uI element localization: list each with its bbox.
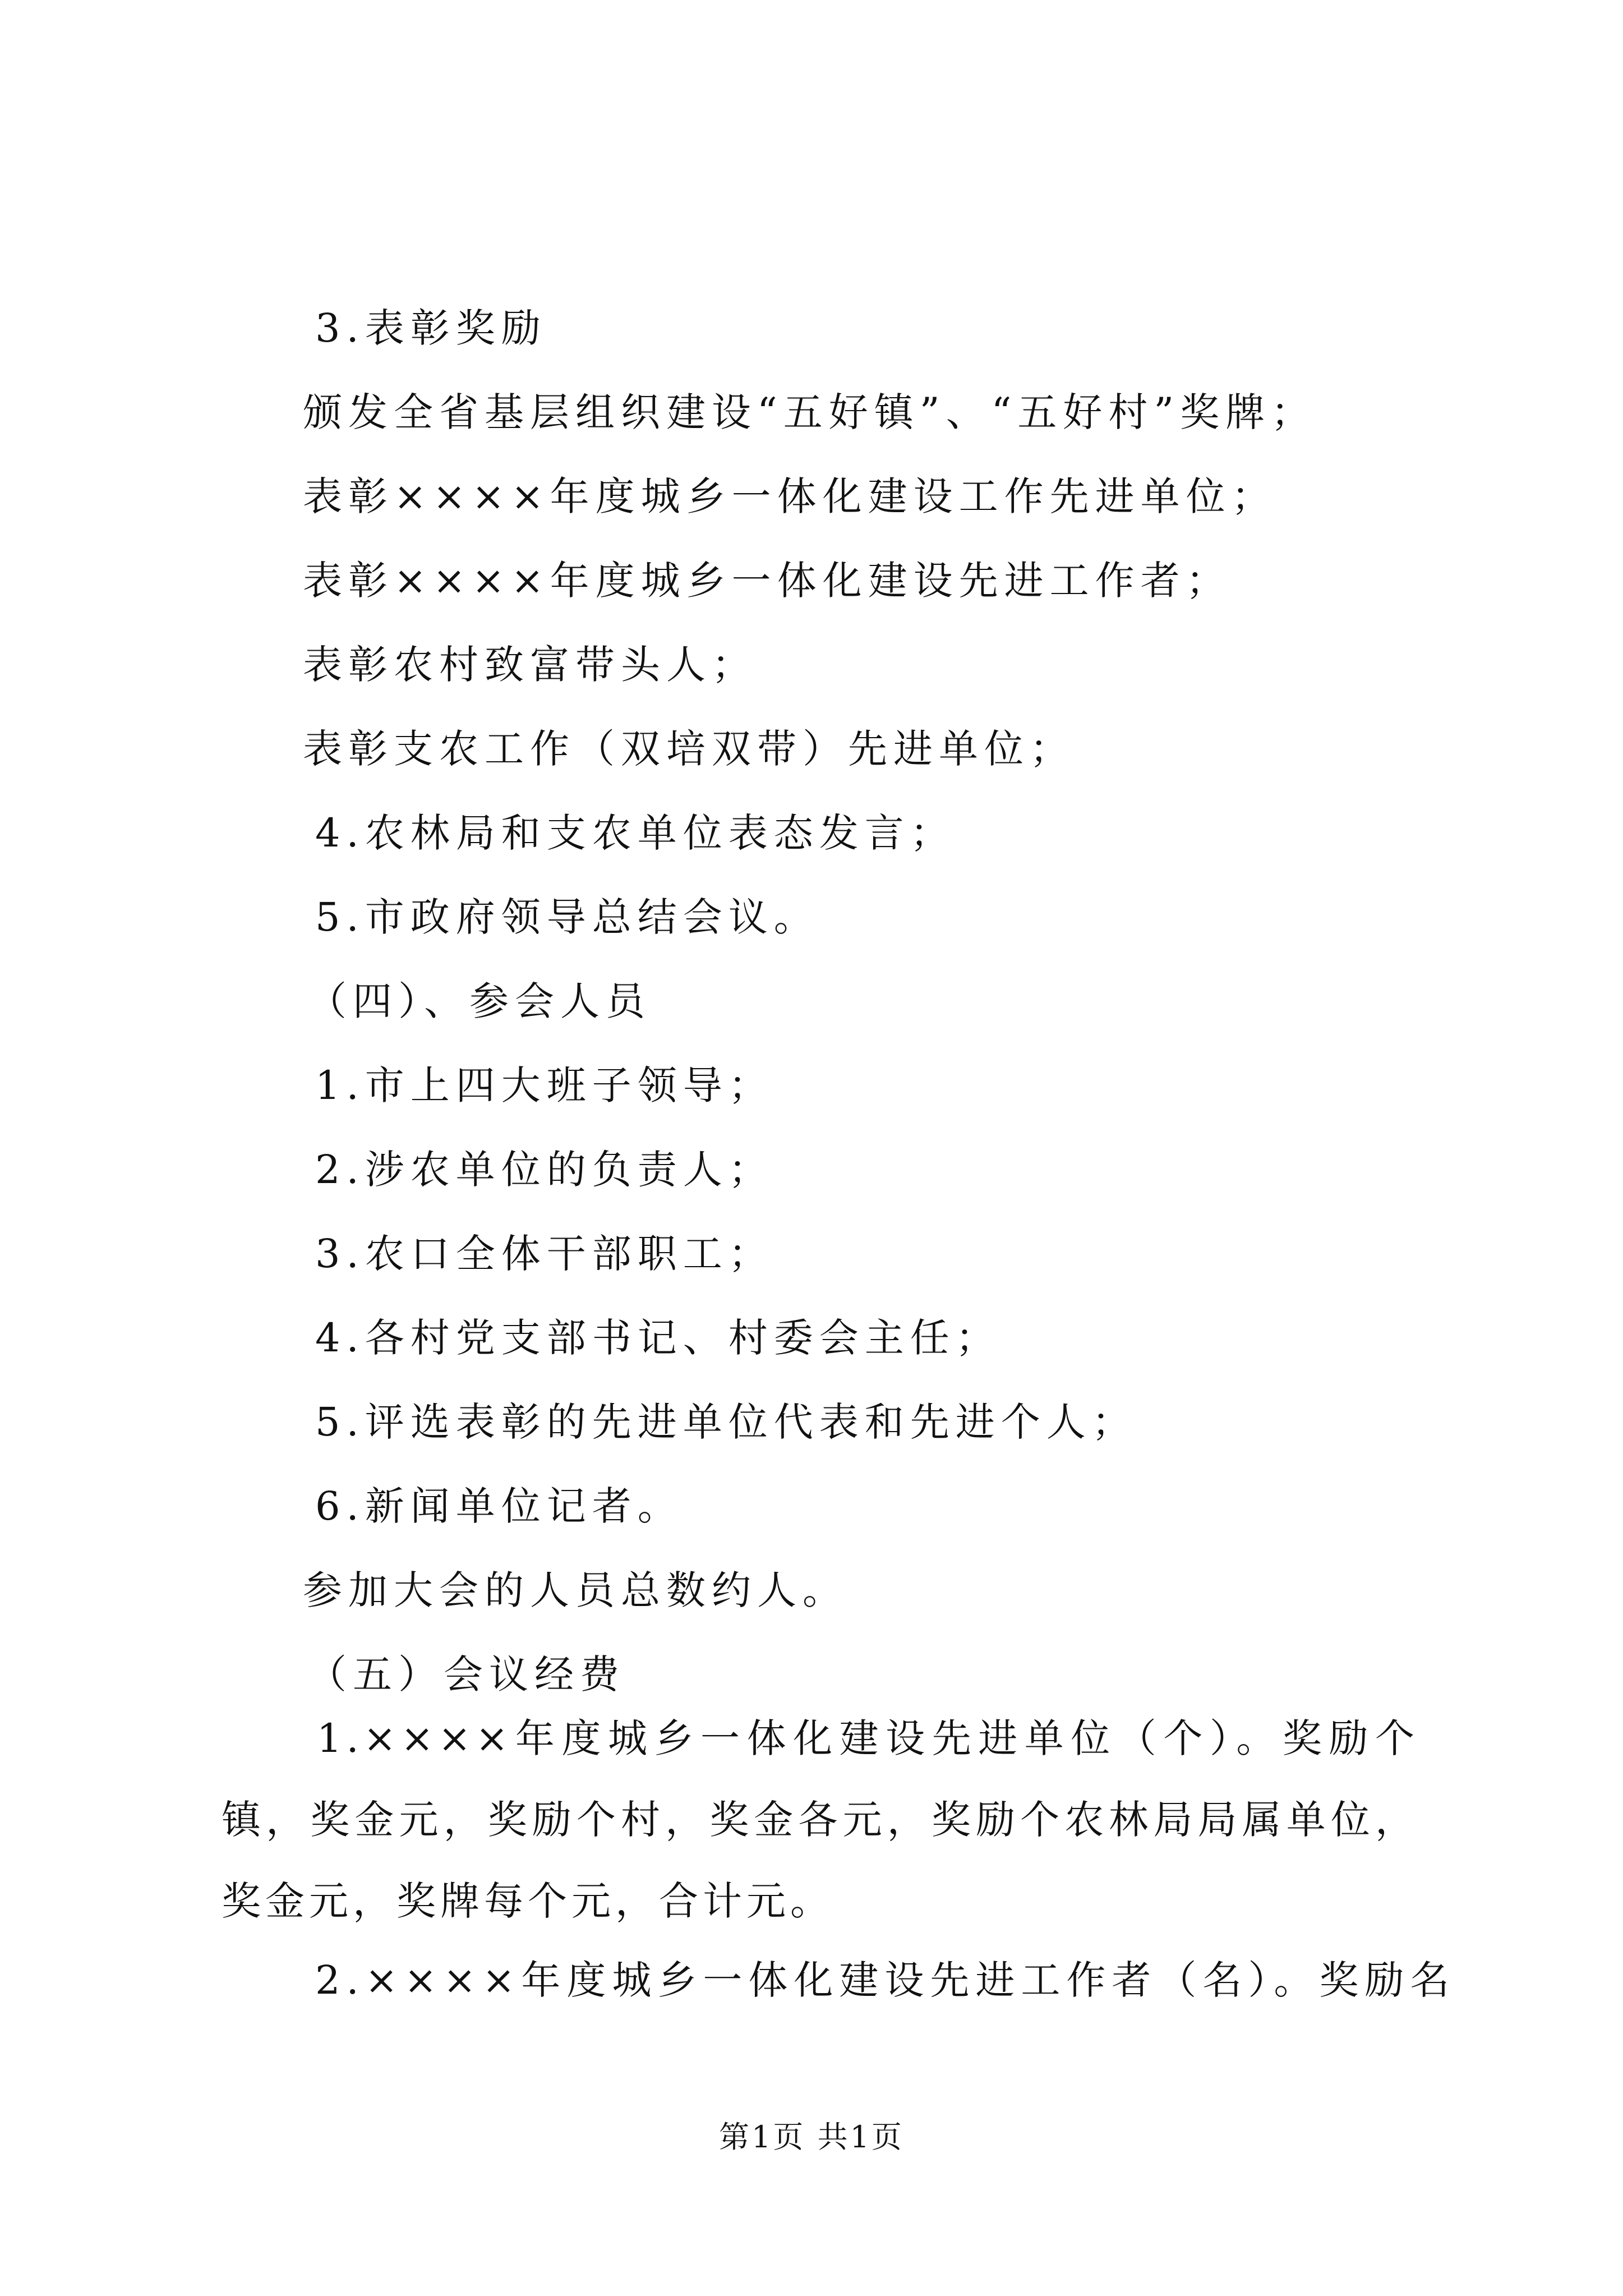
budget-paragraph-2: 2.××××年度城乡一体化建设先进工作者（名）。奖励名 [315,1957,1456,2003]
paragraph-text: 1.××××年度城乡一体化建设先进单位（个）。奖励个镇，奖金元，奖励个村，奖金各元，奖励个农林局局属单位，奖金元，奖牌每个元，合计元。 [222,1715,1419,1924]
list-item: 5.市政府领导总结会议。 [315,894,819,940]
budget-paragraph-1 [222,1698,1419,1942]
list-item: 1.市上四大班子领导； [315,1062,774,1108]
list-item: 5.评选表彰的先进单位代表和先进个人； [315,1399,1137,1445]
text-line: 表彰××××年度城乡一体化建设先进工作者； [303,558,1232,604]
list-item: 2.涉农单位的负责人； [315,1147,774,1193]
list-item: 4.各村党支部书记、村委会主任； [315,1315,1001,1361]
list-item: 6.新闻单位记者。 [315,1483,683,1529]
page-footer: 第1页 共1页 [719,2119,904,2155]
section-heading-awards: 3.表彰奖励 [315,305,547,351]
list-item: 3.农口全体干部职工； [315,1231,774,1277]
section-heading-attendees: （四）、参会人员 [307,978,651,1024]
text-line: 颁发全省基层组织建设“五好镇”、“五好村”奖牌； [303,389,1317,435]
text-line: 表彰××××年度城乡一体化建设工作先进单位； [303,473,1277,519]
text-line: 表彰农村致富带头人； [303,642,757,688]
text-line: 参加大会的人员总数约人。 [303,1567,848,1613]
text-line: 表彰支农工作（双培双带）先进单位； [303,726,1075,772]
list-item: 4.农林局和支农单位表态发言； [315,810,956,856]
section-heading-budget: （五）会议经费 [307,1651,625,1697]
